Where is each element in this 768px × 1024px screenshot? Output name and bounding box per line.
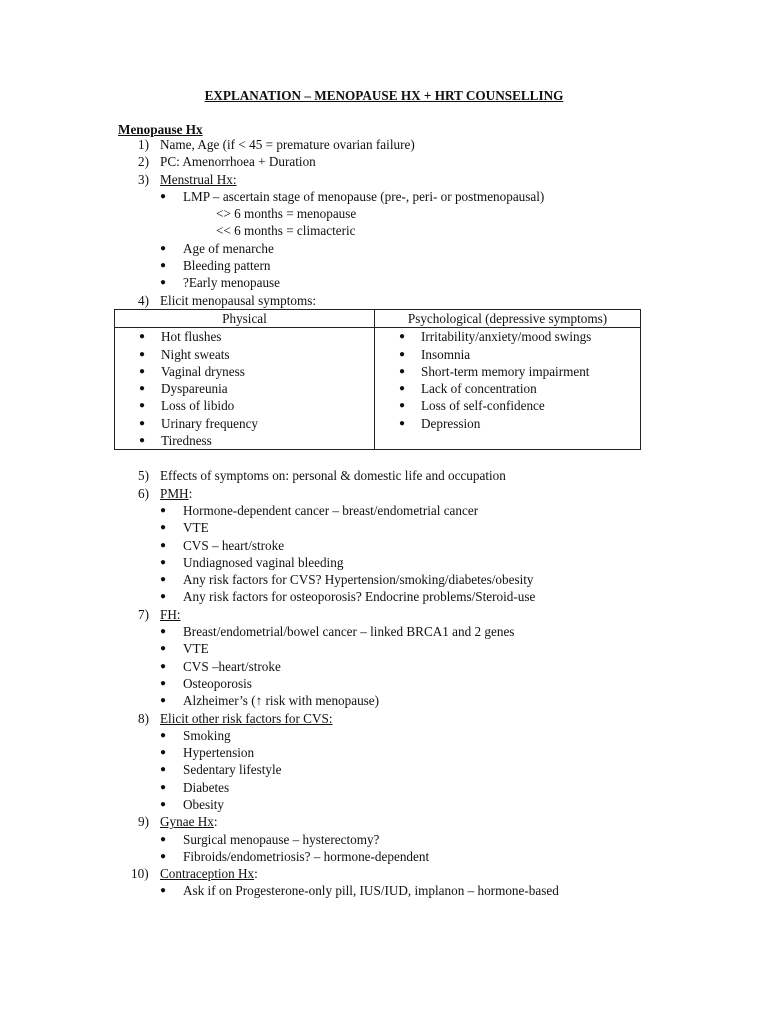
table-row: ● Tiredness	[115, 432, 641, 450]
list-item: ● Any risk factors for CVS? Hypertension/smoking/diabetes/obesity	[160, 572, 534, 588]
document-title: EXPLANATION – MENOPAUSE HX + HRT COUNSELLING	[204, 88, 564, 103]
bullet-icon: ●	[160, 747, 167, 759]
list-item: ● Hormone-dependent cancer – breast/endometrial cancer	[160, 502, 479, 518]
list-item: ● Smoking	[160, 727, 231, 743]
bullet-icon: ●	[160, 677, 167, 689]
item-number: 6)	[138, 485, 149, 501]
item-number: 8)	[138, 710, 149, 726]
list-item: ● Surgical menopause – hysterectomy?	[160, 831, 380, 847]
bullet-icon: ●	[139, 331, 146, 343]
bullet-icon: ●	[160, 522, 167, 534]
item-number: 5)	[138, 468, 149, 484]
list-item-3	[0, 171, 768, 188]
list-item: ● Fibroids/endometriosis? – hormone-dependent	[160, 848, 430, 864]
list-item: ● Breast/endometrial/bowel cancer – linked BRCA1 and 2 genes	[160, 624, 515, 640]
list-item: ● Sedentary lifestyle	[160, 762, 282, 778]
bullet-icon: ●	[160, 729, 167, 741]
bullet-icon: ●	[399, 365, 406, 377]
table-row: ● Night sweats ● Insomnia	[115, 346, 641, 363]
item-label: Contraception Hx	[160, 866, 255, 882]
bullet-icon: ●	[139, 383, 146, 395]
bullet-icon: ●	[160, 643, 167, 655]
list-item-8	[0, 710, 768, 727]
bullet-icon: ●	[399, 400, 406, 412]
list-item-2	[0, 153, 768, 170]
item-text: Elicit menopausal symptoms:	[160, 292, 317, 308]
item-number: 4)	[138, 292, 149, 308]
table-row: ● Urinary frequency ● Depression	[115, 415, 641, 432]
list-item: ● Osteoporosis	[160, 675, 252, 691]
symptom-table	[114, 309, 641, 450]
table-row: ● Vaginal dryness ● Short-term memory impairment	[115, 363, 641, 380]
list-item-4	[0, 292, 768, 309]
item-text: PC: Amenorrhoea + Duration	[160, 154, 316, 170]
bullet-icon: ●	[160, 798, 167, 810]
item-text: Effects of symptoms on: personal & domestic life and occupation	[160, 468, 506, 484]
sub-item: << 6 months = climacteric	[216, 223, 356, 239]
section-heading: Menopause Hx	[118, 122, 203, 137]
list-item: ● ?Early menopause	[160, 275, 281, 291]
bullet-icon: ●	[160, 781, 167, 793]
bullet-icon: ●	[160, 695, 167, 707]
table-row: ● Hot flushes ● Irritability/anxiety/mood swings	[115, 328, 641, 346]
bullet-icon: ●	[399, 331, 406, 343]
item-number: 7)	[138, 606, 149, 622]
table-row: ● Loss of libido ● Loss of self-confidence	[115, 397, 641, 414]
list-item: ● Ask if on Progesterone-only pill, IUS/IUD, implanon – hormone-based	[160, 883, 559, 899]
bullet-icon: ●	[160, 591, 167, 603]
list-item: ● Age of menarche	[160, 240, 274, 256]
bullet-icon: ●	[160, 833, 167, 845]
bullet-icon: ●	[160, 574, 167, 586]
list-item: ● Alzheimer’s (↑ risk with menopause)	[160, 693, 380, 709]
list-item: ● Diabetes	[160, 779, 230, 795]
list-item-7	[0, 606, 768, 623]
history-list	[0, 136, 768, 900]
bullet-icon: ●	[139, 435, 146, 447]
list-item-10: 10) Contraception Hx:	[131, 866, 258, 882]
list-item: ● CVS –heart/stroke	[160, 658, 281, 674]
item-text: Menstrual Hx:	[160, 171, 237, 187]
arrow-icon: <	[216, 206, 224, 222]
list-item: ● CVS – heart/stroke	[160, 537, 285, 553]
column-header-physical: Physical	[115, 309, 375, 327]
list-item-5	[0, 467, 768, 484]
list-item: ● Any risk factors for osteoporosis? Endocrine problems/Steroid-use	[160, 589, 536, 605]
table-row: ● Dyspareunia ● Lack of concentration	[115, 380, 641, 397]
bullet-icon: ●	[160, 260, 167, 272]
bullet-icon: ●	[399, 417, 406, 429]
bullet-icon: ●	[160, 626, 167, 638]
list-item: ● LMP – ascertain stage of menopause (pre-, peri- or postmenopausal)	[160, 188, 545, 204]
bullet-icon: ●	[139, 417, 146, 429]
list-item: ● Bleeding pattern	[160, 258, 271, 274]
list-item-1	[0, 136, 768, 153]
bullet-icon: ●	[160, 556, 167, 568]
list-item-9: 9) Gynae Hx:	[138, 814, 218, 830]
item-number: 2)	[138, 154, 149, 170]
arrow-icon: <	[216, 223, 224, 239]
bullet-icon: ●	[139, 348, 146, 360]
item-number: 3)	[138, 171, 149, 187]
item-number: 10)	[131, 866, 149, 882]
item-label: PMH	[160, 485, 189, 501]
bullet-icon: ●	[160, 850, 167, 862]
bullet-icon: ●	[139, 365, 146, 377]
bullet-icon: ●	[160, 504, 167, 516]
bullet-icon: ●	[160, 885, 167, 897]
list-item: ● Obesity	[160, 796, 225, 812]
list-item-6: 6) PMH:	[138, 485, 193, 501]
list-item: ● Undiagnosed vaginal bleeding	[160, 554, 344, 570]
bullet-icon: ●	[160, 277, 167, 289]
bullet-icon: ●	[160, 660, 167, 672]
item-number: 9)	[138, 814, 149, 830]
bullet-icon: ●	[139, 400, 146, 412]
bullet-icon: ●	[160, 190, 167, 202]
bullet-icon: ●	[399, 383, 406, 395]
item-label: Elicit other risk factors for CVS:	[160, 710, 333, 726]
bullet-icon: ●	[160, 539, 167, 551]
bullet-icon: ●	[160, 764, 167, 776]
item-text: Name, Age (if < 45 = premature ovarian failure)	[160, 137, 415, 152]
list-item: ● VTE	[160, 520, 209, 536]
bullet-icon: ●	[399, 348, 406, 360]
sub-item: <> 6 months = menopause	[216, 206, 357, 222]
list-item: ● Hypertension	[160, 745, 255, 761]
item-label: FH:	[160, 606, 181, 622]
item-label: Gynae Hx	[160, 814, 214, 830]
item-number: 1)	[138, 137, 149, 152]
list-item: ● VTE	[160, 641, 209, 657]
bullet-icon: ●	[160, 242, 167, 254]
column-header-psychological: Psychological (depressive symptoms)	[375, 309, 641, 327]
